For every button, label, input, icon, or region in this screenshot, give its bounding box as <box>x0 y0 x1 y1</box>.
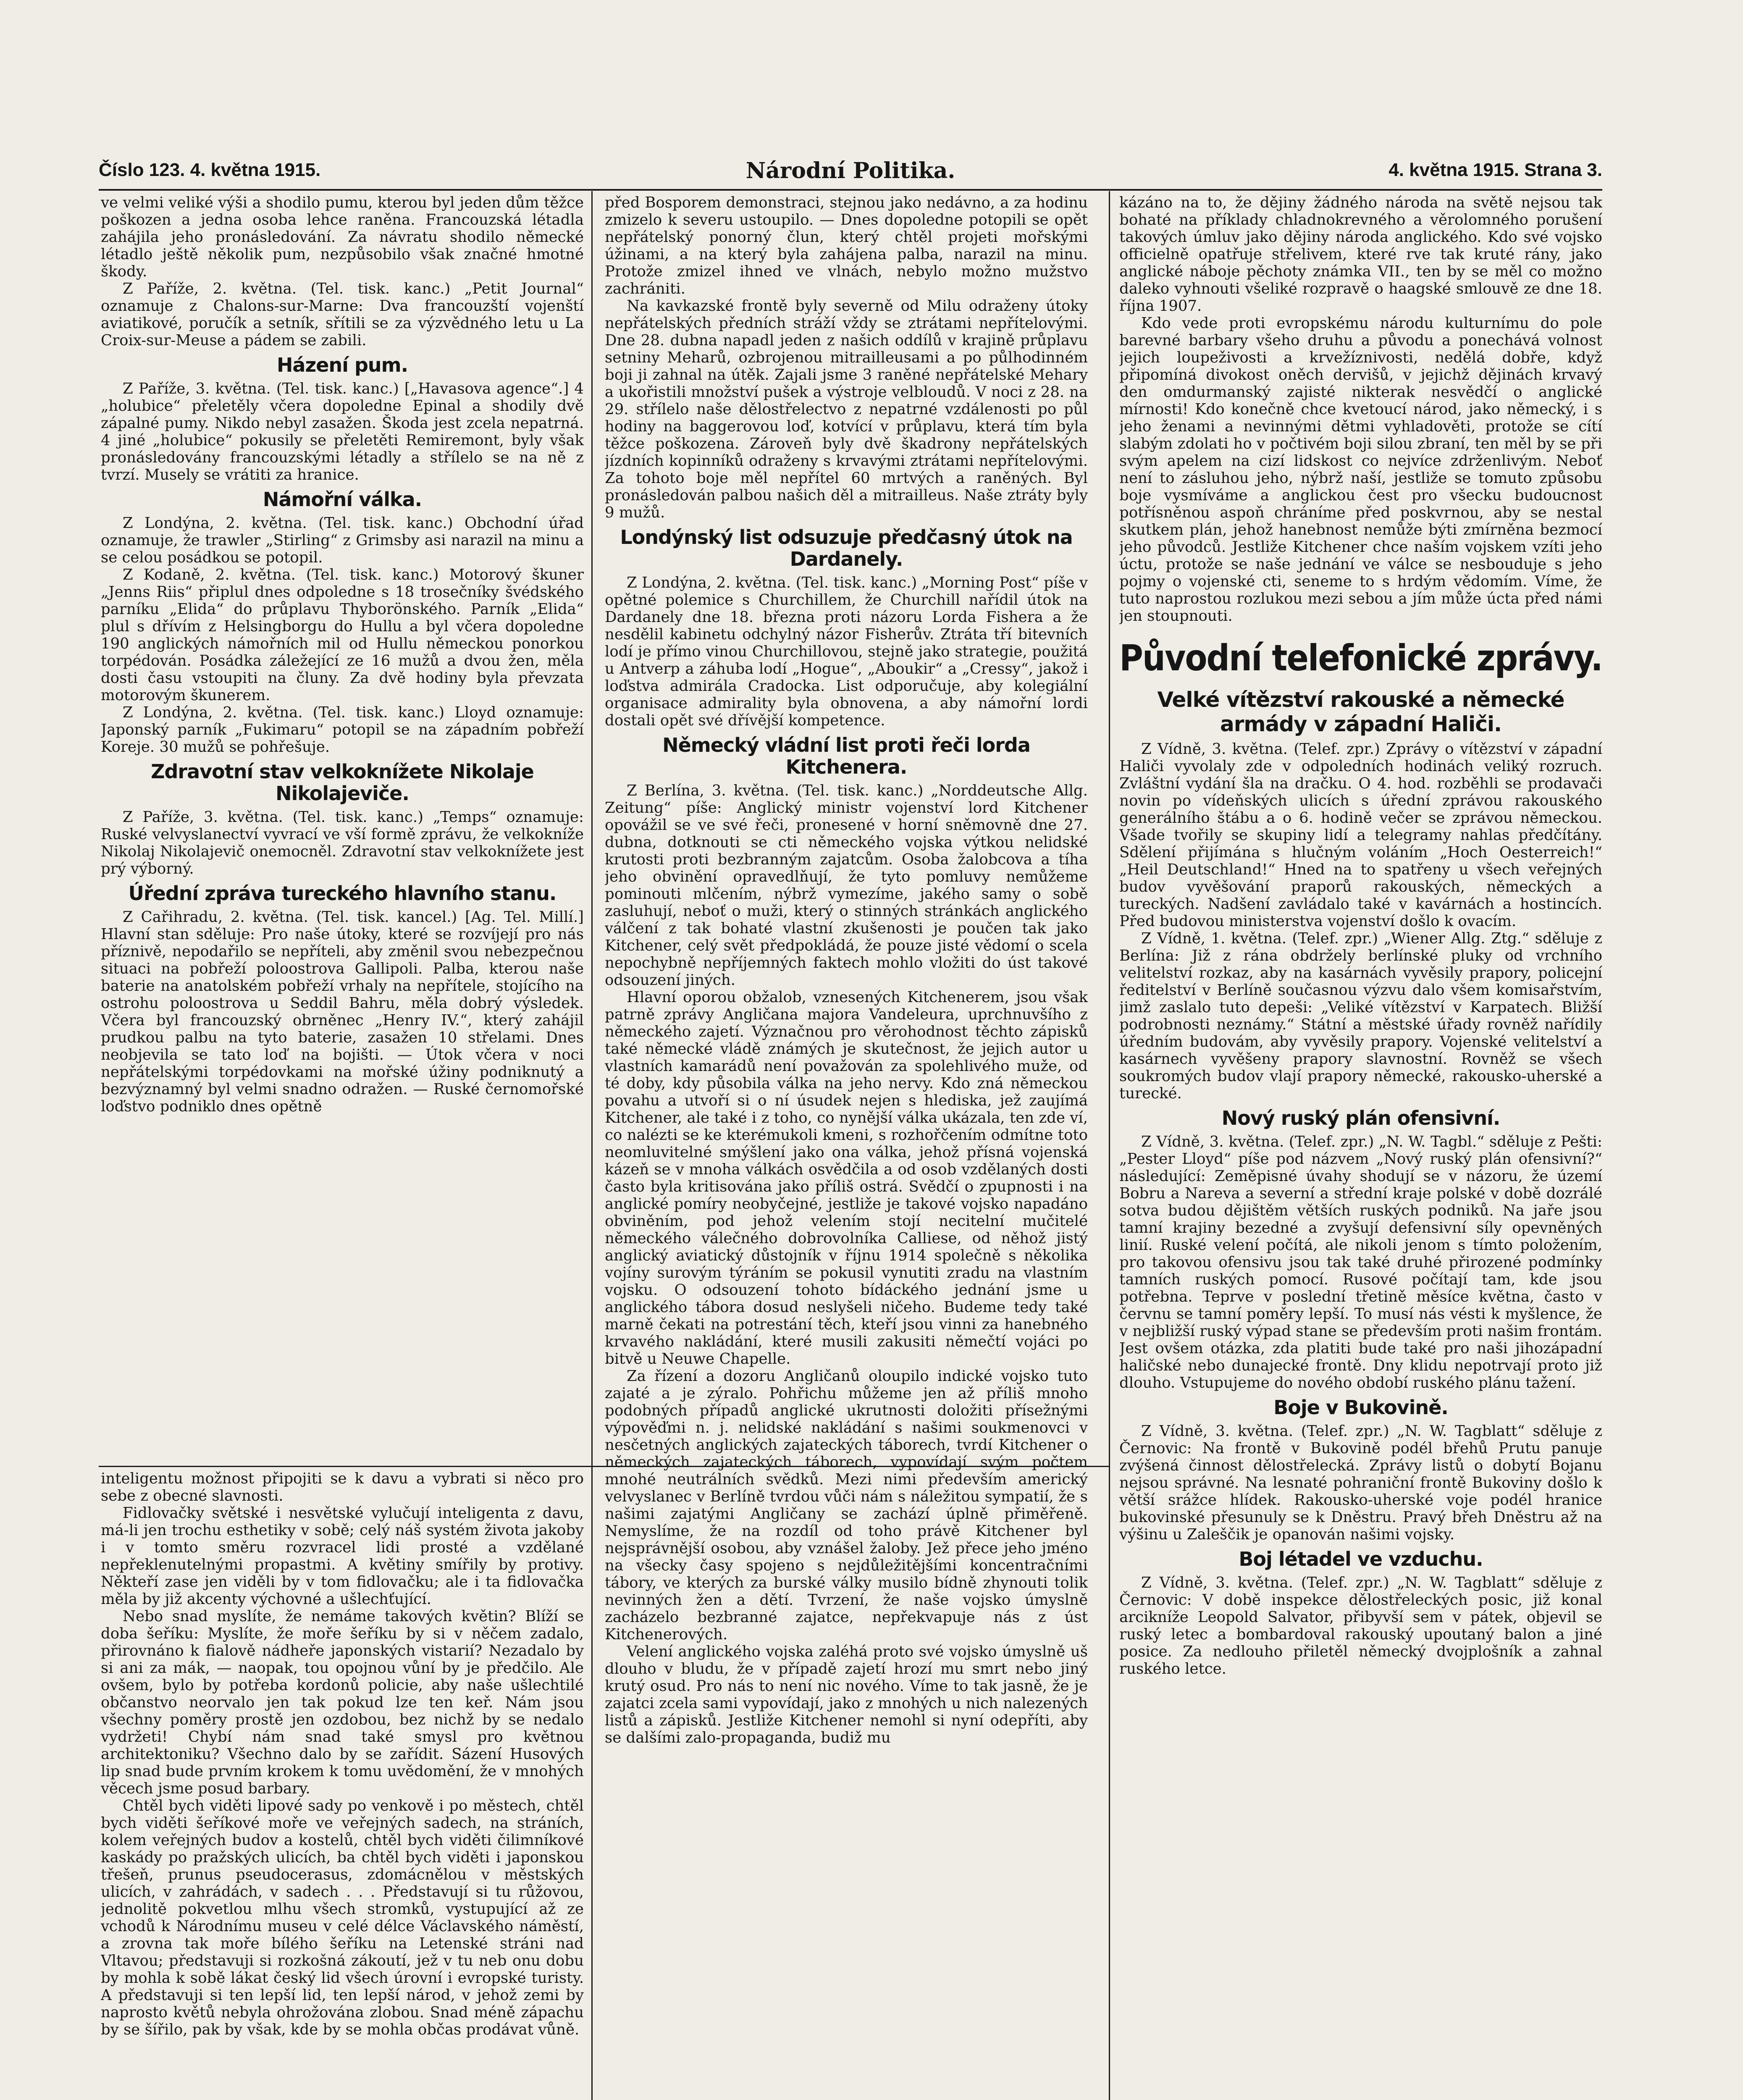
page-header <box>99 160 1602 185</box>
article-paragraph: Z Cařihradu, 2. května. (Tel. tisk. kancel.) [Ag. Tel. Millí.] Hlavní stan sděluje: Pro naše útoky, které se rozvíjejí pro nás příznivě, nepodařilo se nepříteli, aby změnil svou nebezpečnou situaci na pobřeží poloostrova Gallipoli. Palba, kterou naše baterie na anatolském pobřeží vrhaly na nepřítele, stojícího na ostrohu poloostrova u Seddil Bahru, měla dobrý výsledek. Včera byl francouzský obrněnec „Henry IV.“, který zahájil prudkou palbu na tyto baterie, zasažen 10 střelami. Dnes neobjevila se tato loď na bojišti. — Útok včera v noci nepřátelskými torpédovkami na mořské úžiny podniknutý a bezvýznamný byl velmi snadno odražen. — Ruské černomořské loďstvo podniklo dnes opětně <box>101 908 584 1115</box>
article-paragraph: Z Paříže, 3. května. (Tel. tisk. kanc.) „Temps“ oznamuje: Ruské velvyslanectví vyvrací ve vší formě zprávu, že velkokníže Nikolaj Nikolajevič onemocněl. Zdravotní stav velkoknížete jest prý výborný. <box>101 808 584 877</box>
column-1-top <box>101 194 584 1462</box>
article-paragraph: Z Vídně, 3. května. (Telef. zpr.) Zprávy o vítězství v západní Haliči vyvolaly zde v odpoledních hodinách veliký rozruch. Zvláštní vydání šla na dračku. O 4. hod. rozběhli se prodavači novin po vídeňských ulicích s úřední zprávou rakouského generálního štábu a o 6. hodině večer se zprávou německou. Všade tvořily se skupiny lidí a telegramy nahlas předčítány. Sdělení přijímána s hlučným voláním „Hoch Oesterreich!“ „Heil Deutschland!“ Hned na to spatřeny u všech veřejných budov vyvěšování praporů rakouských, německých a tureckých. Nadšení zavládalo také v kavárnách a hostincích. Před budovou ministerstva vojenství došlo k ovacím. <box>1119 740 1602 930</box>
article-paragraph: Z Berlína, 3. května. (Tel. tisk. kanc.) „Norddeutsche Allg. Zeitung“ píše: Anglický ministr vojenství lord Kitchener opovážil se ve své řeči, pronesené v horní sněmovně dne 27. dubna, dotknouti se cti německého vojska výtkou nelidské krutosti proti bezbranným zajatcům. Osoba žalobcova a tíha jeho obvinění opravedlňují, že tyto pomluvy nemůžeme pominouti mlčením, nýbrž vymezíme, jakého samy o sobě zasluhují, neboť o muži, který o stinných stránkách anglického válčení z tak bohaté vlastní zkušenosti je poučen tak jako Kitchener, celý svět předpokládá, že pouze jisté vědomí o scela nepochybně nepříjemných faktech mohlo vložiti do úst takové odsouzení jiných. <box>605 782 1088 989</box>
article-paragraph: Hlavní oporou obžalob, vznesených Kitchenerem, jsou však patrně zprávy Angličana majora Vandeleura, uprchnuvšího z německého zajetí. Význačnou pro věrohodnost těchto zápisků také německé vládě známých je skutečnost, že jejich autor u vlastních kamarádů není považován za spolehlivého muže, od té doby, kdy působila válka na jeho nervy. Kdo zná německou povahu a utvoří si o ní úsudek nejen s hlediska, jež zaujímá Kitchener, ale také i z toho, co nynější válka ukázala, ten zde ví, co nalézti se ke kterémukoli kmeni, s rozhořčením odmítne toto neomluvitelné smýšlení jako ona válka, jehož přísná vojenská kázeň se v mnoha válkách osvědčila a od osob vzdělaných dosti často byla kritisována jako příliš ostrá. Svědčí o zpupnosti i na anglické pomíry neobyčejné, jestliže je takové vojsko napadáno obviněním, pod jehož velením stojí necitelní mučitelé německého válečného dobrovolníka Calliese, od něhož jistý anglický aviatický důstojník v říjnu 1914 společně s několika vojíny surovým týráním se pokusil vynutiti zradu na vlastním vojsku. O odsouzení tohoto bídáckého jednání jsme u anglického tábora dosud neslyšeli ničeho. Budeme tedy také marně čekati na potrestání těch, kteří jsou vinni za hanebného krvavého nakládání, které musili zakusiti němečtí vojáci po bitvě u Neuwe Chapelle. <box>605 989 1088 1368</box>
article-paragraph: Za řízení a dozoru Angličanů oloupilo indické vojsko tuto zajaté a je zýralo. Pohřichu můžeme jen až příliš mnoho podobných případů anglické ukrutnosti doložiti přísežnými výpověďmi n. j. nelidské nakládání s našimi soukmenovci v nesčetných anglických zajateckých táborech, tvrdí Kitchener o německých zajateckých táborech, vypovídají svým počtem mnohé neutrálních svědků. Mezi nimi především americký velvyslanec v Berlíně tvrdou vůči nám s náležitou sympatií, že s našimi zajatými Angličany se zachází úplně přiměřeně. Nemyslíme, že na rozdíl od toho právě Kitchener byl nejsprávnější osobou, aby vznášel žaloby. Jež přece jeho jméno na všecky časy spojeno s nejdůležitějšími koncentračními tábory, ve kterých za burské války musilo bídně zhynouti tolik nevinných žen a dětí. Tvrzení, že naše vojsko úmyslně zacházelo bezbranné zajatce, nepřekvapuje nás z úst Kitchenerových. <box>605 1368 1088 1643</box>
article-headline: Nový ruský plán ofensivní. <box>1221 1107 1500 1129</box>
article-paragraph: Z Vídně, 3. května. (Telef. zpr.) „N. W. Tagbl.“ sděluje z Pešti: „Pester Lloyd“ píše pod názvem „Nový ruský plán ofensivní?“ následující: Zeměpisné úvahy shodují se v názoru, že území Bobru a Nareva a severní a střední kraje polské v době dozrálé sotva budou dějištěm větších ruských podniků. Na jaře jsou tamní krajiny bezedné a zvyšují defensivní síly opevněných linií. Ruské velení počítá, ale nikoli jenom s tímto položením, pro takovou ofensivu jsou tak také druhé přirozené podmínky tamních ruských pomocí. Rusové počítají tam, kde jsou potřebna. Teprve v poslední třetině měsíce května, často v červnu se tamní poměry lepší. To musí nás vésti k myšlence, že v nejbližší ruský výpad stane se především proti našim frontám. Jest ovšem otázka, zda platiti bude také pro naši jihozápadní haličské nebo dunajecké frontě. Dny klidu nepotrvají proto již dlouho. Vstupujeme do nového období ruského plánu tažení. <box>1119 1133 1602 1391</box>
header-rule <box>99 189 1602 191</box>
article-headline: Původní telefonické zprávy. <box>1119 637 1602 679</box>
column-divider <box>591 191 593 2100</box>
article-paragraph: Fidlovačky světské i nesvětské vylučují inteligenta z davu, má-li jen trochu esthetiky v sobě; celý náš systém života jakoby i v tomto směru rozvracel lidi prosté a vzdělané nepřeklenutelnými propastmi. A květiny smířily by protivy. Někteří zase jen viděli by v tom fidlovačku; ale i ta fidlovačka měla by již akcenty výchovné a ušlechťující. <box>101 1504 584 1608</box>
article-paragraph: před Bosporem demonstraci, stejnou jako nedávno, a za hodinu zmizelo k severu ustoupilo. — Dnes dopoledne potopili se opět nepřátelský ponorný člun, který chtěl projeti mořskými úžinami, a na který byla zahájena palba, narazil na minu. Protože zmizel ihned ve vlnách, nebylo možno mužstvo zachrániti. <box>605 194 1088 297</box>
article-headline: Boj létadel ve vzduchu. <box>1239 1548 1483 1570</box>
article-headline: Zdravotní stav velkoknížete Nikolaje Nikolajeviče. <box>151 760 534 805</box>
column-3 <box>1119 194 1602 2100</box>
article-paragraph: Kdo vede proti evropskému národu kulturnímu do pole barevné barbary všeho druhu a původu a ponechává volnost jejich loupeživosti a krvežíznivosti, nedělá dobře, když připomíná divokost oněch dervišů, v jejichž dějinách krvavý den omdurmanský zajisté nikterak nesvědčí o anglické mírnosti! Kdo konečně chce kvetoucí národ, jako německý, i s jeho ženami a nevinnými dětmi vyhladověti, protože se cítí slabým zdolati ho v počtivém boji silou zbraní, ten měl by se při svým apelem na cizí lidskost co nejvíce zdrženlivým. Neboť není to zásluhou jeho, nýbrž naší, jestliže se tomuto způsobu boje vysmíváme a anglickou čest pro všecku budoucnost potřísněnou aspoň chráníme před poskvrnou, aby se nestal skutkem plán, jehož hanebnost nemůže býti zmírněna bezmocí jeho původců. Jestliže Kitchener chce naším vojskem vzíti jeho úctu, protože se naše jednání ve válce se nesbouduje s jeho pojmy o vojenské cti, seneme to s hrdým vědomím. Víme, že tuto naprostou rozlukou mezi sebou a jím může úcta před námi jen stoupnouti. <box>1119 315 1602 625</box>
article-paragraph: kázáno na to, že dějiny žádného národa na světě nejsou tak bohaté na příklady chladnokrevného a věrolomného porušení takových úmluv jako dějiny národa anglického. Kdo své vojsko officielně opatřuje střelivem, které rve tak kruté rány, jako anglické náboje pěchoty známka VII., ten by se měl co možno daleko vyhnouti všeliké rozpravě o haagské smlouvě ze dne 18. října 1907. <box>1119 194 1602 315</box>
article-headline: Londýnský list odsuzuje předčasný útok na Dardanely. <box>620 526 1073 570</box>
column-2 <box>605 194 1088 2100</box>
article-headline: Boje v Bukovině. <box>1273 1396 1448 1419</box>
article-paragraph: Chtěl bych viděti lipové sady po venkově i po městech, chtěl bych viděti šeříkové moře ve veřejných sadech, na stráních, kolem veřejných budov a kostelů, chtěl bych viděti čilimníkové kaskády po pražských ulicích, ba chtěl bych viděti i japonskou třešeň, prunus pseudocerasus, zdomácnělou v městských ulicích, v zahrádách, v sadech . . . Představují si tu růžovou, jednolitě pokvetlou mlhu všech stromků, vystupující až ze vchodů k Národnímu museu v celé délce Václavského náměstí, a zrovna tak moře bílého šeříku na Letenské stráni nad Vltavou; představuji si rozkošná zákoutí, jež v tu neb onu dobu by mohla k sobě lákat český lid všech úrovní i evropské turisty. A představuji si ten lepší lid, ten lepší národ, v jehož zemi by naprosto květů nebyla ohrožována zlobou. Snad méně zápachu by se šířilo, pak by však, kde by se mohla občas prodávat vůně. <box>101 1797 584 2038</box>
article-paragraph: Nebo snad myslíte, že nemáme takových květin? Blíží se doba šeříku: Myslíte, že moře šeříku by si v něčem zadalo, přirovnáno k fialově nádheře japonských vistarií? Nezadalo by si ani za mák, — naopak, tou opojnou vůní by je předčilo. Ale ovšem, bylo by potřeba kordonů policie, aby naše ušlechtilé občanstvo neorvalo jen tak pokud lze ten keř. Nám jsou všechny poměry prostě jen ozdobou, bez nichž by se nedalo vydržeti! Chybí nám snad také smysl pro květnou architektoniku? Všechno dalo by se zařídit. Sázení Husových lip snad bude prvním krokem k tomu uvědomění, že v mnohých věcech jsme posud barbary. <box>101 1608 584 1797</box>
article-paragraph: inteligentu možnost připojiti se k davu a vybrati si něco pro sebe z obecné slavnosti. <box>101 1470 584 1504</box>
article-paragraph: Z Paříže, 2. května. (Tel. tisk. kanc.) „Petit Journal“ oznamuje z Chalons-sur-Marne: Dva francouzští vojenští aviatikové, poručík a setník, sřítili se za výzvědného letu u La Croix-sur-Meuse a pádem se zabili. <box>101 280 584 349</box>
article-paragraph: Z Londýna, 2. května. (Tel. tisk. kanc.) Lloyd oznamuje: Japonský parník „Fukimaru“ potopil se na západním pobřeží Koreje. 30 mužů se pohřešuje. <box>101 704 584 756</box>
article-headline: Námořní válka. <box>262 488 422 511</box>
article-paragraph: Z Kodaně, 2. května. (Tel. tisk. kanc.) Motorový škuner „Jenns Riis“ připlul dnes odpoledne s 18 trosečníky švédského parníku „Elida“ do průplavu Thyborönského. Parník „Elida“ plul s dřívím z Helsingborgu do Hullu a byl včera dopoledne 190 anglických námořních mil od Hullu německou ponorkou torpédován. Posádka záležející ze 16 mužů a dvou žen, měla dosti času vstoupiti na čluny. Za dvě hodiny byla převzata motorovým škunerem. <box>101 566 584 704</box>
masthead: Národní Politika. <box>746 158 956 184</box>
article-paragraph: Z Vídně, 3. května. (Telef. zpr.) „N. W. Tagblatt“ sděluje z Černovic: Na frontě v Bukovině podél břehů Prutu panuje zvýšená činnost dělostřelecká. Zprávy listů o dobytí Bojanu nejsou správné. Na lesnaté pohraniční frontě Bukoviny došlo k větší srážce hlídek. Rakousko-uherské voje podél hranice bukovinské přesunuly se k Dněstru. Pravý břeh Dněstru až na výšinu u Zaleščik je opanován našimi vojsky. <box>1119 1423 1602 1543</box>
page-number: 4. května 1915. Strana 3. <box>1389 160 1602 180</box>
article-headline: Německý vládní list proti řeči lorda Kitchenera. <box>662 734 1030 778</box>
article-paragraph: Z Londýna, 2. května. (Tel. tisk. kanc.) „Morning Post“ píše v opětné polemice s Churchillem, že Churchill nařídil útok na Dardanely dne 18. března proti názoru Lorda Fishera a že nesdělil kabinetu odchylný názor Fisherův. Ztráta tří bitevních lodí je přímo vinou Churchillovou, stejně jako strategie, použitá u Antverp a záhuba lodí „Hogue“, „Aboukir“ a „Cressy“, jakož i loďstva admirála Cradocka. List odporučuje, aby kolegiální organisace admirality byla obnovena, a aby námořní lordi dostali opět své dřívější kompetence. <box>605 574 1088 729</box>
column-divider <box>1109 191 1110 2100</box>
article-paragraph: ve velmi veliké výši a shodilo pumu, kterou byl jeden dům těžce poškozen a jedna osoba lehce raněna. Francouzská létadla zahájila jeho pronásledování. Za návratu shodilo německé létadlo ještě několik pum, nezpůsobilo však značné hmotné škody. <box>101 194 584 280</box>
article-paragraph: Z Vídně, 3. května. (Telef. zpr.) „N. W. Tagblatt“ sděluje z Černovic: V době inspekce dělostřeleckých posic, již konal arcikníže Leopold Salvator, přibyvší sem v pátek, objevil se ruský letec a bombardoval rakouský upoutaný balon a jiné posice. Za nedlouho přiletěl německý dvojplošník a zahnal ruského letce. <box>1119 1574 1602 1677</box>
article-paragraph: Z Londýna, 2. května. (Tel. tisk. kanc.) Obchodní úřad oznamuje, že trawler „Stirling“ z Grimsby asi narazil na minu a se celou posádkou se potopil. <box>101 514 584 566</box>
article-headline: Úřední zpráva tureckého hlavního stanu. <box>128 882 556 905</box>
article-paragraph: Na kavkazské frontě byly severně od Milu odraženy útoky nepřátelských předních stráží vždy se ztrátami nepřítelovými. Dne 28. dubna napadl jeden z našich oddílů v krajině průplavu setniny Meharů, ozbrojenou mitrailleusami a po půlhodinném boji ji zahnal na útěk. Zajali jsme 3 raněné nepřátelské Mehary a ukořistili množství pušek a výstroje velbloudů. V noci z 28. na 29. střílelo naše dělostřelectvo z nepatrné vzdálenosti po půl hodiny na baggerovou loď, kotvící v průplavu, která tím byla těžce poškozena. Zároveň byly dvě škadrony nepřátelských jízdních kopinníků odraženy s krvavými ztrátami nepřítelovými. Za tohoto boje měl nepřítel 60 mrtvých a raněných. Byl pronásledován palbou našich děl a mitrailleus. Naše ztráty byly 9 mužů. <box>605 297 1088 521</box>
article-paragraph: Z Paříže, 3. května. (Tel. tisk. kanc.) [„Havasova agence“.] 4 „holubice“ přeletěly včera dopoledne Epinal a shodily dvě zápalné pumy. Nikdo nebyl zasažen. Škoda jest zcela nepatrná. 4 jiné „holubice“ pokusily se přeletěti Remiremont, byly však pronásledovány francouzskými létadly a střílelo se na ně z tvrzí. Musely se vrátiti za hranice. <box>101 380 584 483</box>
article-paragraph: Z Vídně, 1. května. (Telef. zpr.) „Wiener Allg. Ztg.“ sděluje z Berlína: Již z rána obdržely berlínské pluky od vrchního velitelství rozkaz, aby na kasárnách vyvěsily prapory, policejní ředitelství v Berlíně současnou výzvu dalo všem komisařstvím, jimž zaslalo tuto depeši: „Veliké vítězství v Karpatech. Bližší podrobnosti neznámy.“ Státní a městské úřady rovněž nařídily úředním budovám, aby vyvěsily prapory. Vojenské velitelství a kasárnech vyvěšeny prapory slavnostní. Rovněž se všech soukromých budov vlají prapory německé, rakousko-uherské a turecké. <box>1119 930 1602 1102</box>
article-headline: Velké vítězství rakouské a německé armády v západní Haliči. <box>1157 688 1564 736</box>
article-headline: Házení pum. <box>276 354 408 376</box>
issue-info: Číslo 123. 4. května 1915. <box>99 160 321 180</box>
article-paragraph: Velení anglického vojska zaléhá proto své vojsko úmyslně uš dlouho v bludu, že v případě zajetí hrozí mu smrt nebo jiný krutý osud. Pro nás to není nic nového. Víme to tak jasně, že je zajatci zcela sami vypovídají, jako z mnohých u nich nalezených listů a zápisků. Jestliže Kitchener nemohl si nyní odepříti, aby se dalšími zalo-propaganda, budiž mu <box>605 1643 1088 1746</box>
column-1-bottom <box>101 1470 584 2100</box>
